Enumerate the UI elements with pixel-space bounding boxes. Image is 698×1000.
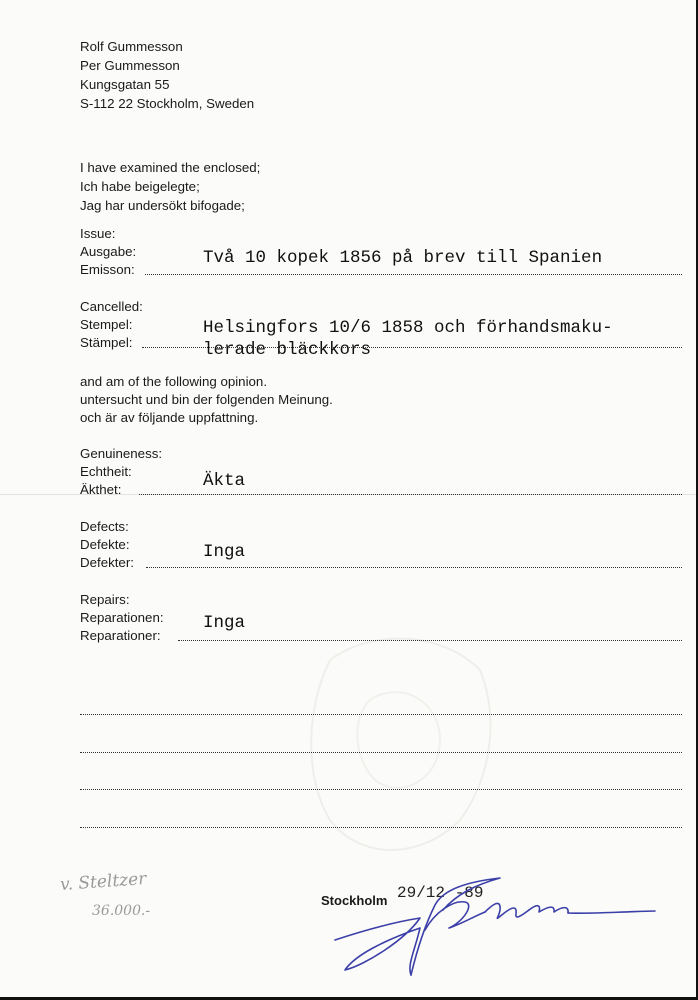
issue-label-sv: Emisson: [80, 262, 135, 277]
repairs-dotted-line [178, 640, 682, 641]
city-label: Stockholm [321, 893, 388, 908]
intro-en: I have examined the enclosed; [80, 160, 261, 175]
defects-label-en: Defects: [80, 519, 129, 534]
issue-dotted-line [145, 274, 682, 275]
blank-dotted-line [80, 714, 682, 715]
repairs-label-de: Reparationen: [80, 610, 164, 625]
opinion-en: and am of the following opinion. [80, 374, 268, 389]
intro-sv: Jag har undersökt bifogade; [80, 198, 245, 213]
issue-value: Två 10 kopek 1856 på brev till Spanien [203, 248, 603, 268]
defects-value: Inga [203, 542, 246, 562]
defects-label-sv: Defekter: [80, 555, 134, 570]
repairs-value: Inga [203, 613, 246, 633]
issue-label-de: Ausgabe: [80, 244, 137, 259]
defects-dotted-line [146, 567, 682, 568]
pencil-price-note: 36.000.- [92, 903, 151, 919]
blank-dotted-line [80, 789, 682, 790]
genuineness-label-de: Echtheit: [80, 464, 132, 479]
cancelled-label-en: Cancelled: [80, 299, 143, 314]
address-line-2: Per Gummesson [80, 58, 180, 73]
genuineness-dotted-line [139, 494, 682, 495]
genuineness-label-sv: Äkthet: [80, 482, 122, 497]
embossed-seal [290, 620, 520, 880]
issue-label-en: Issue: [80, 226, 116, 241]
repairs-label-en: Repairs: [80, 592, 130, 607]
cancelled-label-sv: Stämpel: [80, 335, 133, 350]
opinion-de: untersucht und bin der folgenden Meinung. [80, 392, 333, 407]
pencil-name-note: v. Steltzer [59, 869, 147, 895]
signature [325, 870, 665, 985]
intro-de: Ich habe beigelegte; [80, 179, 200, 194]
defects-label-de: Defekte: [80, 537, 130, 552]
address-line-1: Rolf Gummesson [80, 39, 183, 54]
genuineness-value: Äkta [203, 471, 246, 491]
repairs-label-sv: Reparationer: [80, 628, 161, 643]
blank-dotted-line [80, 752, 682, 753]
genuineness-label-en: Genuineness: [80, 446, 163, 461]
blank-dotted-line [80, 827, 682, 828]
opinion-sv: och är av följande uppfattning. [80, 410, 259, 425]
date-value: 29/12 -89 [397, 884, 484, 902]
cancelled-label-de: Stempel: [80, 317, 133, 332]
address-line-4: S-112 22 Stockholm, Sweden [80, 96, 255, 111]
cancelled-value-line-2: lerade bläckkors [203, 340, 372, 360]
cancelled-value-line-1: Helsingfors 10/6 1858 och förhandsmaku- [203, 318, 613, 338]
address-line-3: Kungsgatan 55 [80, 77, 170, 92]
